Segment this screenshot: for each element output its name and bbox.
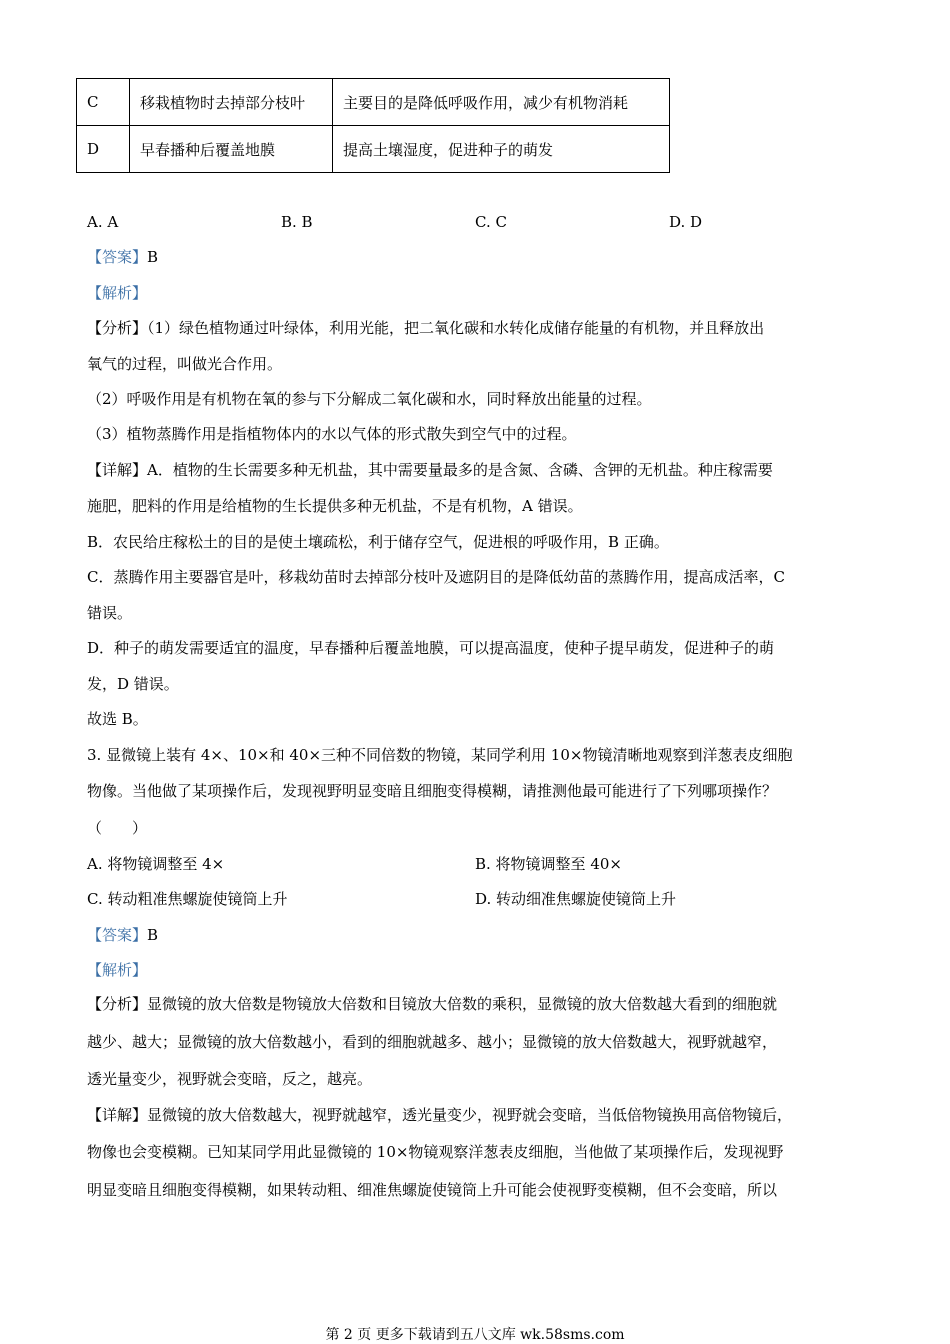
q2-answer <box>87 247 158 267</box>
row-label: D <box>77 126 130 173</box>
row-purpose: 主要目的是降低呼吸作用，减少有机物消耗 <box>333 79 670 126</box>
q3-analysis-tag: 【解析】 <box>87 961 148 979</box>
q3-choice-d: D. 转动细准焦螺旋使镜筒上升 <box>475 890 677 908</box>
q2-choice-d: D. D <box>669 213 703 231</box>
row-action: 早春播种后覆盖地膜 <box>130 126 333 173</box>
page-footer: 第 2 页 更多下载请到五八文库 wk.58sms.com <box>325 1327 625 1343</box>
answer-value: B <box>147 926 159 944</box>
q3-fenxi-line: 越少、越大；显微镜的放大倍数越小，看到的细胞就越多、越小；显微镜的放大倍数越大，视野就越窄， <box>87 1033 778 1051</box>
q3-stem-line: 3. 显微镜上装有 4×、10×和 40×三种不同倍数的物镜，某同学利用 10×物镜清晰地观察到洋葱表皮细胞 <box>87 746 793 764</box>
q3-xiangjie-line: 明显变暗且细胞变得模糊，如果转动粗、细准焦螺旋使镜筒上升可能会使视野变模糊，但不会变暗，所以 <box>87 1181 778 1199</box>
q2-fenxi-line <box>87 318 764 338</box>
q3-fenxi-line: 透光量变少，视野就会变暗，反之，越亮。 <box>87 1070 373 1088</box>
q2-choice-b: B. B <box>281 213 313 231</box>
q3-answer <box>87 925 158 945</box>
q3-fenxi-line <box>87 994 777 1014</box>
q3-stem-line: （ ） <box>87 819 148 837</box>
q2-xiangjie-line: 错误。 <box>87 604 133 622</box>
q2-xiangjie-line: C．蒸腾作用主要器官是叶，移栽幼苗时去掉部分枝叶及遮阴目的是降低幼苗的蒸腾作用，提高成活率，C <box>87 568 785 586</box>
q2-fenxi-line: 氧气的过程，叫做光合作用。 <box>87 355 283 373</box>
answer-tag: 【答案】 <box>87 926 148 944</box>
q3-choice-a: A. 将物镜调整至 4× <box>87 855 225 873</box>
xiangjie-text: A．植物的生长需要多种无机盐，其中需要量最多的是含氮、含磷、含钾的无机盐。种庄稼需要 <box>147 461 773 479</box>
fenxi-tag: 【分析】 <box>87 319 148 337</box>
q3-xiangjie-line <box>87 1105 792 1125</box>
q3-stem-line: 物像。当他做了某项操作后，发现视野明显变暗且细胞变得模糊，请推测他最可能进行了下列哪项操作？ <box>87 782 778 800</box>
q2-conclusion: 故选 B。 <box>87 710 148 728</box>
fenxi-text: 显微镜的放大倍数是物镜放大倍数和目镜放大倍数的乘积，显微镜的放大倍数越大看到的细胞就 <box>147 995 778 1013</box>
q2-choice-a: A. A <box>87 213 119 231</box>
table-row <box>77 79 670 126</box>
q2-xiangjie-line: 施肥，肥料的作用是给植物的生长提供多种无机盐，不是有机物，A 错误。 <box>87 497 583 515</box>
table-row <box>77 126 670 173</box>
q2-choice-c: C. C <box>475 213 507 231</box>
fenxi-text: （1）绿色植物通过叶绿体，利用光能，把二氧化碳和水转化成储存能量的有机物，并且释放出 <box>147 319 765 337</box>
xiangjie-tag: 【详解】 <box>87 1106 148 1124</box>
q2-xiangjie-line: 发，D 错误。 <box>87 675 179 693</box>
q2-fenxi-line: （2）呼吸作用是有机物在氧的参与下分解成二氧化碳和水，同时释放出能量的过程。 <box>87 390 652 408</box>
xiangjie-text: 显微镜的放大倍数越大，视野就越窄，透光量变少，视野就会变暗，当低倍物镜换用高倍物镜后， <box>147 1106 793 1124</box>
options-table <box>76 78 670 173</box>
answer-tag: 【答案】 <box>87 248 148 266</box>
q3-choice-b: B. 将物镜调整至 40× <box>475 855 622 873</box>
xiangjie-tag: 【详解】 <box>87 461 148 479</box>
q3-xiangjie-line: 物像也会变模糊。已知某同学用此显微镜的 10×物镜观察洋葱表皮细胞，当他做了某项操作后，发现视野 <box>87 1143 784 1161</box>
q3-choice-c: C. 转动粗准焦螺旋使镜筒上升 <box>87 890 288 908</box>
fenxi-tag: 【分析】 <box>87 995 148 1013</box>
q2-xiangjie-line: D．种子的萌发需要适宜的温度，早春播种后覆盖地膜，可以提高温度，使种子提早萌发，促进种子的萌 <box>87 639 775 657</box>
q2-fenxi-line: （3）植物蒸腾作用是指植物体内的水以气体的形式散失到空气中的过程。 <box>87 425 577 443</box>
row-action: 移栽植物时去掉部分枝叶 <box>130 79 333 126</box>
q2-xiangjie-line <box>87 460 773 480</box>
q2-analysis-tag: 【解析】 <box>87 284 148 302</box>
row-label: C <box>77 79 130 126</box>
q2-xiangjie-line: B．农民给庄稼松土的目的是使土壤疏松，利于储存空气，促进根的呼吸作用，B 正确。 <box>87 533 669 551</box>
answer-value: B <box>147 248 159 266</box>
row-purpose: 提高土壤湿度，促进种子的萌发 <box>333 126 670 173</box>
